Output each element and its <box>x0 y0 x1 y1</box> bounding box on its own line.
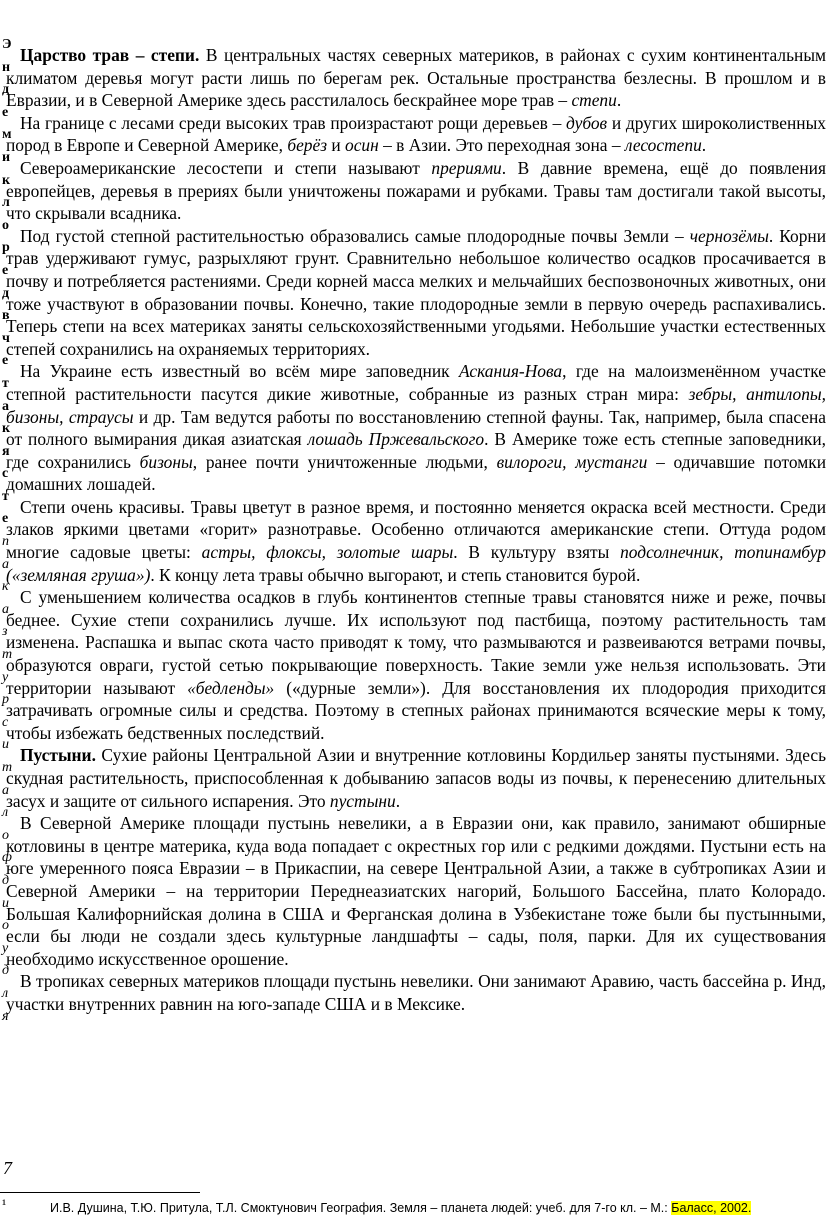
margin-letter: р <box>2 692 9 708</box>
margin-letter: а <box>2 782 9 798</box>
margin-letter: е <box>2 511 9 527</box>
margin-letter: р <box>2 240 10 256</box>
margin-letter: с <box>2 466 9 482</box>
margin-letter: з <box>2 624 8 640</box>
margin-letter: а <box>2 556 9 572</box>
margin-letter: о <box>2 827 9 843</box>
body-text <box>6 44 826 1016</box>
paragraph-deserts-intro: Пустыни. Сухие районы Центральной Азии и внутренние котловины Кордильер заняты пустынями. Здесь скудная растительность, приспособленная к добыванию запасов воды из почвы, к перенесению длительных засух и защите от сильного испарения. Это пустыни. <box>6 745 826 811</box>
margin-letter: в <box>2 308 10 324</box>
margin-letter: т <box>2 488 9 504</box>
term-chernozem: чернозёмы <box>689 225 769 246</box>
margin-letter: у <box>2 669 9 685</box>
margin-letter: е <box>2 104 9 120</box>
margin-letter: т <box>2 760 13 775</box>
margin-letter: о <box>2 217 9 233</box>
footnote-divider <box>0 1192 200 1193</box>
term-steppe: степи <box>571 90 617 111</box>
margin-letter: д <box>2 872 10 888</box>
margin-letter: д <box>2 963 10 979</box>
margin-letter: к <box>2 579 9 595</box>
paragraph-deserts-north-america: В Северной Америке площади пустынь невелики, а в Евразии они, как правило, занимают обширные котловины в центре материка, куда вода попадает с окрестных гор или с редкими дождями. Пустыни есть на юге умеренного пояса Евразии – в Прикаспии, на севере Центральной Азии, а также в субтропиках Азии и Северной Америки – на территории Переднеазиатских нагорий, Большого Бассейна, плато Колорадо. Большая Калифорнийская долина в США и Ферганская долина в Узбекистане тоже были бы пустынными, если бы люди не создали здесь культурные ландшафты – сады, поля, парки. Для их существования необходимо искусственное орошение. <box>6 813 826 969</box>
term-badlands: «бедленды» <box>187 677 275 698</box>
margin-letter: е <box>2 353 9 369</box>
footnote <box>50 1200 810 1216</box>
margin-letter: л <box>2 805 9 821</box>
margin-letter: о <box>2 918 9 934</box>
term-prairies: прериями <box>431 157 502 178</box>
margin-letter: п <box>2 534 9 550</box>
margin-letter: м <box>2 127 12 143</box>
margin-letter: к <box>2 421 11 437</box>
footnote-mark: ¹ <box>2 1198 7 1213</box>
margin-letter: и <box>2 149 11 165</box>
paragraph-flowers: Степи очень красивы. Травы цветут в разное время, и постоянно меняется окраска всей местности. Среди злаков яркими цветами «горит» разнотравье. Особенно отличаются американские степи. Оттуда родом многие садовые цветы: астры, флоксы, золотые шары. В культуру взяты подсолнечник, топинамбур («земляная груша»). К концу лета травы обычно выгорают, и степь становится бурой. <box>6 496 826 585</box>
paragraph-prairies: Североамериканские лесостепи и степи называют прериями. В давние времена, ещё до появления европейцев, деревья в прериях были уничтожены пожарами и рубками. Травы там достигали такой высоты, что скрывали всадника. <box>6 157 826 224</box>
paragraph-deserts-tropics: В тропиках северных материков площади пустынь невелики. Они занимают Аравию, часть бассейна р. Инд, участки внутренних равнин на юго-западе США и в Мексике. <box>6 971 826 1014</box>
margin-letter: а <box>2 601 9 617</box>
margin-letter: я <box>2 443 10 459</box>
footnote-citation: И.В. Душина, Т.Ю. Притула, Т.Л. Смоктунович География. Земля – планета людей: учеб. для 7-го кл. – М.: <box>50 1201 672 1215</box>
paragraph-chernozem: Под густой степной растительностью образовались самые плодородные почвы Земли – чернозёмы. Корни трав удерживают гумус, разрыхляют грунт. Сравнительно небольшое количество осадков просачивается в почву и потребляется растениями. Среди корней масса мелких и мельчайших беспозвоночных животных, они тоже участвуют в образовании почвы. Конечно, такие плодородные земли в первую очередь распахивались. Теперь степи на всех материках заняты сельскохозяйственными угодьями. Небольшие участки естественных степей сохранились на охраняемых территориях. <box>6 225 826 359</box>
paragraph-steppe-intro: Царство трав – степи. В центральных частях северных материков, в районах с сухим континентальным климатом деревья могут расти лишь по берегам рек. Остальные пространства безлесны. В прошлом и в Евразии, и в Северной Америке здесь расстилалось бескрайнее море трав – степи. <box>6 45 826 111</box>
margin-letter: и <box>2 895 9 911</box>
margin-letter: т <box>2 647 13 663</box>
margin-letter: с <box>2 714 9 730</box>
margin-letter: н <box>2 59 11 75</box>
margin-letter: ч <box>2 330 10 346</box>
heading-deserts: Пустыни. <box>20 745 96 766</box>
paragraph-badlands: С уменьшением количества осадков в глубь континентов степные травы становятся ниже и реже, почвы беднее. Сухие степи сохранились лучше. Их используют под пастбища, поэтому растительность там изменена. Распашка и выпас скота часто приводят к тому, что размываются и развеиваются ветрами почвы, образуются овраги, густой сетью покрывающие поверхность. Такие земли уже нельзя использовать. Эти территории называют «бедленды» («дурные земли»). Для восстановления их плодородия приходится затрачивать огромные силы и средства. Поэтому в степных районах принимаются всяческие меры к тому, чтобы избежать бедственных последствий. <box>6 587 826 743</box>
margin-letter: е <box>2 262 9 278</box>
margin-letter: ф <box>2 850 12 866</box>
paragraph-reserves: На Украине есть известный во всём мире заповедник Аскания-Нова, где на малоизменённом участке степной растительности пасутся дикие животные, собранные из разных стран мира: зебры, антилопы, бизоны, страусы и др. Там ведутся работы по восстановлению степной фауны. Так, например, была спасена от полного вымирания дикая азиатская лошадь Пржевальского. В Америке тоже есть степные заповедники, где сохранились бизоны, ранее почти уничтоженные людьми, вилороги, мустанги – одичавшие потомки домашних лошадей. <box>6 361 826 495</box>
margin-letter: и <box>2 737 9 753</box>
term-forest-steppe: лесостепи <box>624 135 702 156</box>
margin-letter: а <box>2 398 9 414</box>
heading-steppe: Царство трав – степи. <box>20 45 200 65</box>
margin-letter: у <box>2 940 9 956</box>
margin-letter: к <box>2 172 11 188</box>
margin-letter: д <box>2 285 10 301</box>
term-deserts: пустыни <box>329 790 396 811</box>
footnote-publisher-highlight: Баласс, 2002. <box>671 1201 752 1215</box>
margin-letter: я <box>2 1008 9 1024</box>
margin-letter: Э <box>2 37 12 52</box>
margin-letter: т <box>2 375 9 391</box>
margin-letter: л <box>2 985 9 1001</box>
margin-letter: д <box>2 82 10 98</box>
page-number: 7 <box>3 1158 12 1178</box>
margin-letter: л <box>2 195 10 211</box>
paragraph-forest-steppe: На границе с лесами среди высоких трав произрастают рощи деревьев – дубов и других широколиственных пород в Европе и Северной Америке, берёз и осин – в Азии. Это переходная зона – лесостепи. <box>6 112 826 156</box>
